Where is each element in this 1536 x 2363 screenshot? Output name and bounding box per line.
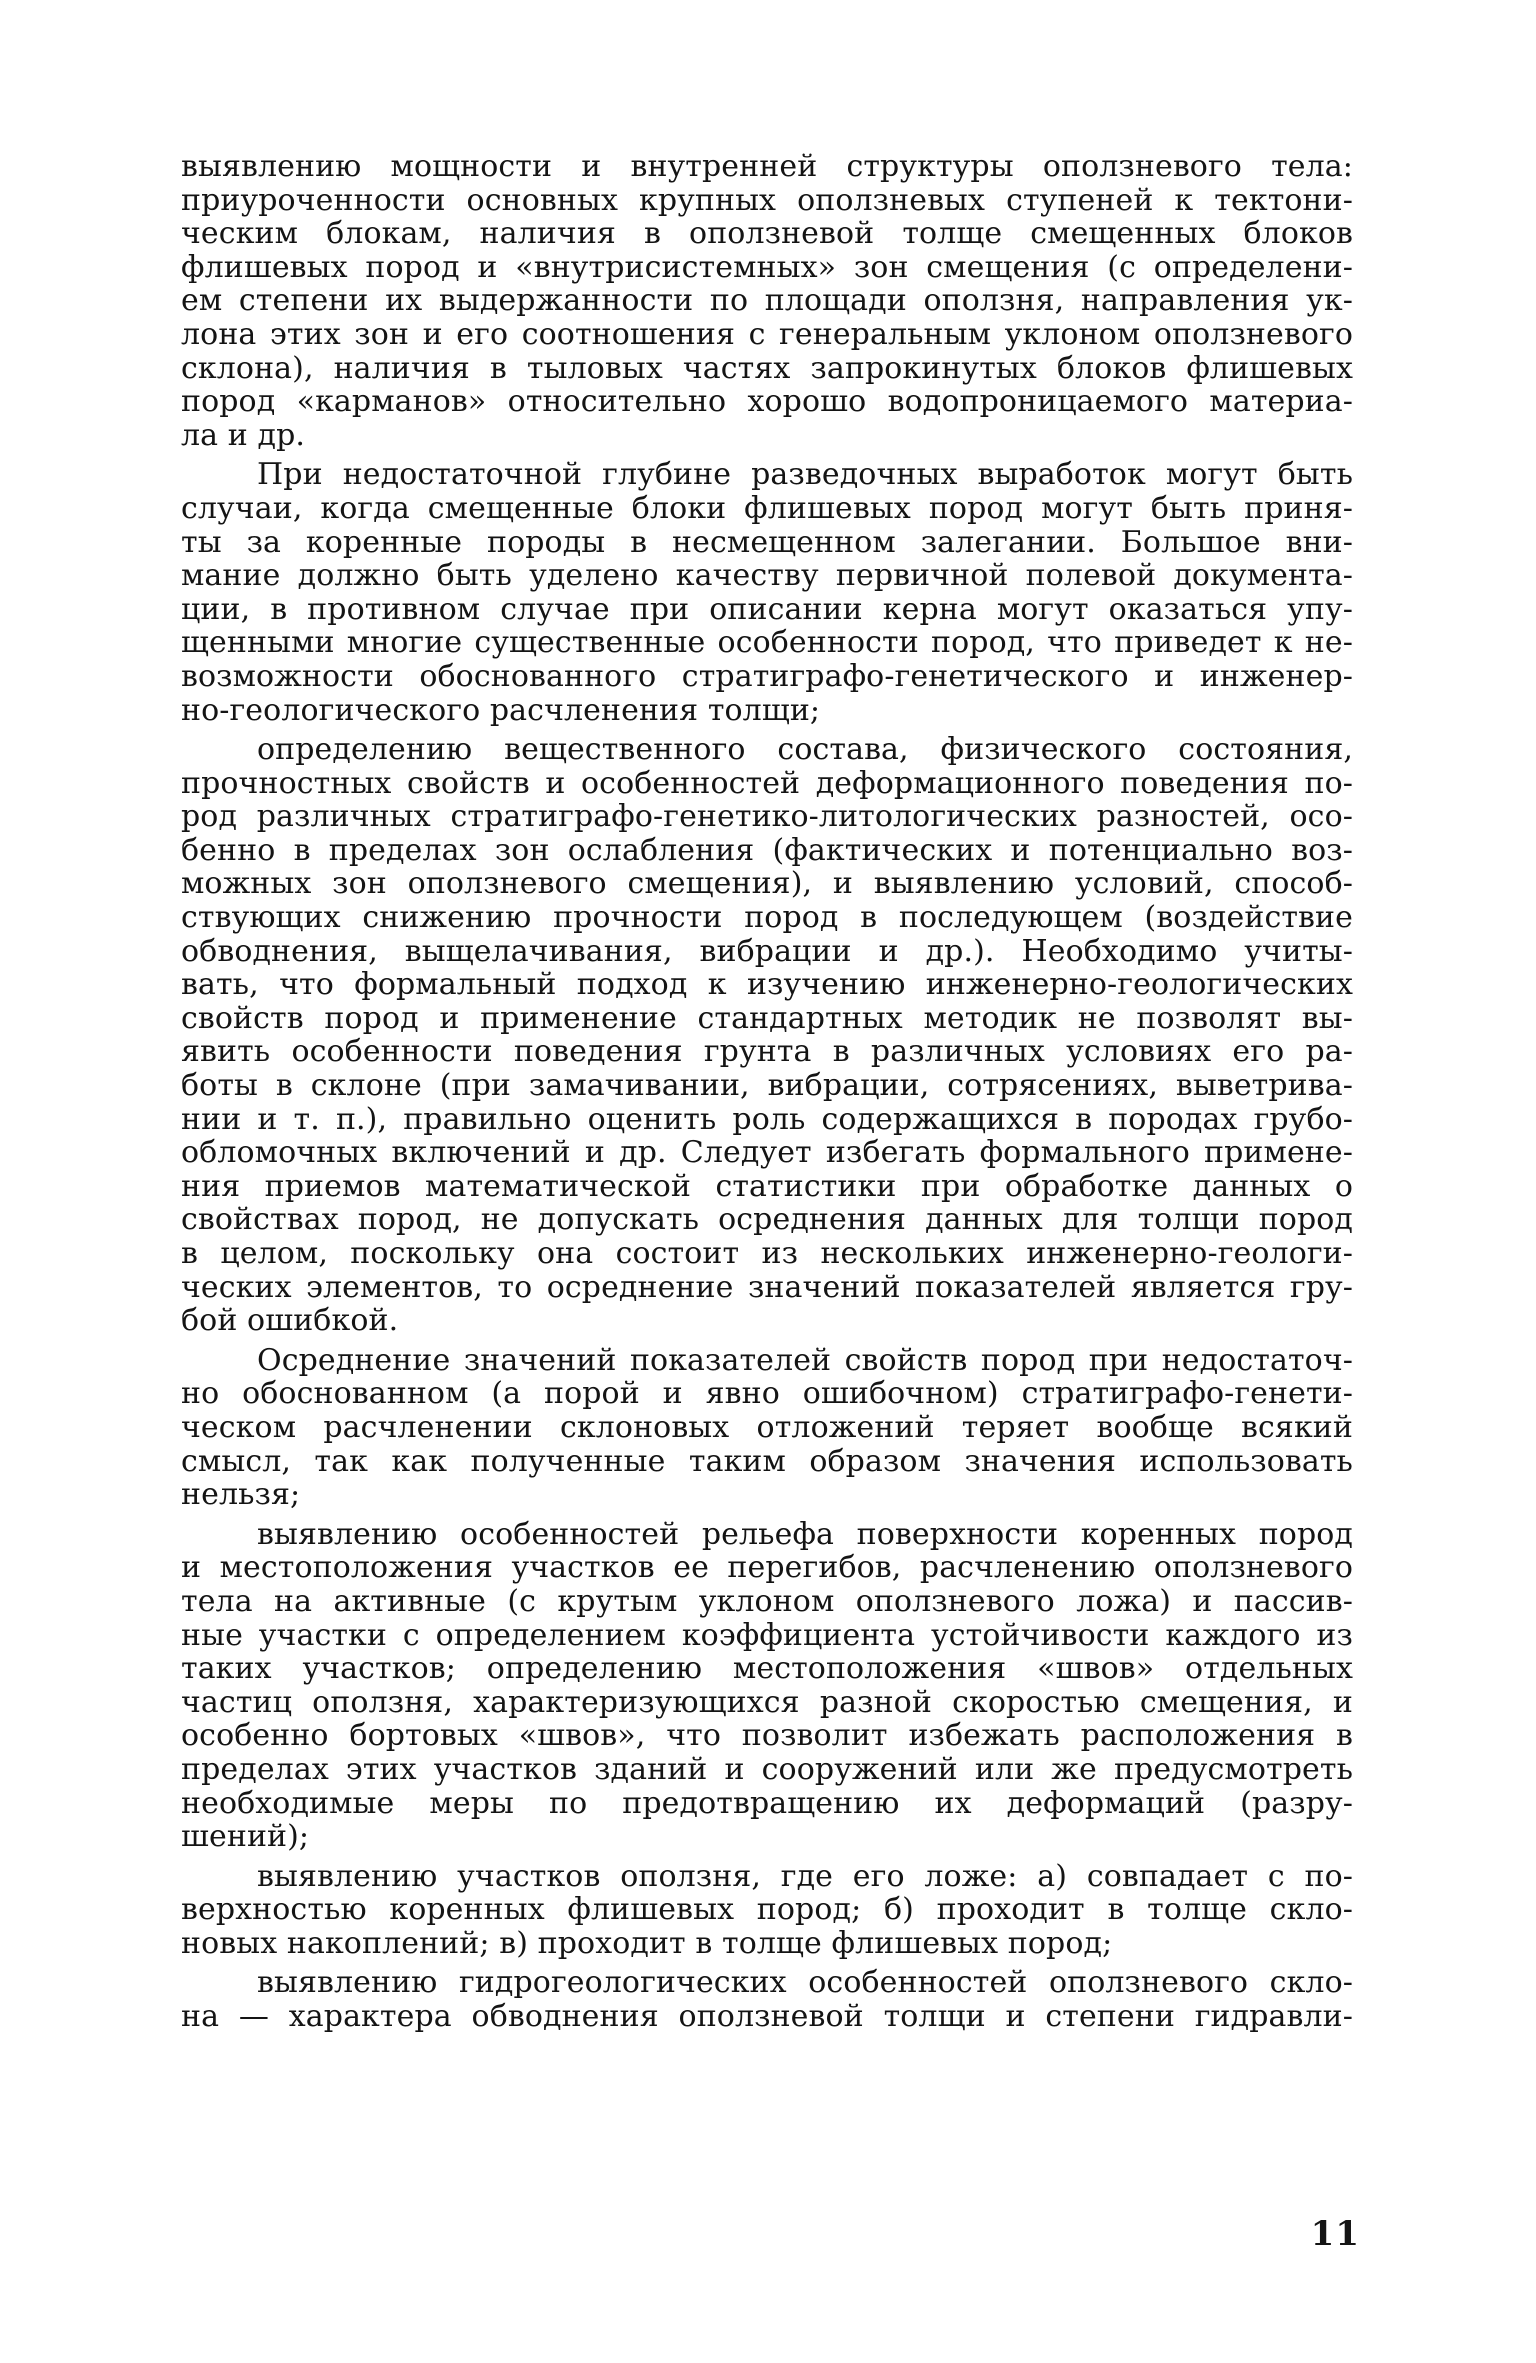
text-line: ты за коренные породы в несмещенном залегании. Большое вни- [181, 524, 1353, 560]
text-line: но-геологического расчленения толщи; [181, 692, 821, 728]
paragraph-1 [181, 150, 1353, 452]
text-line: Осреднение значений показателей свойств пород при недостаточ- [257, 1342, 1353, 1378]
text-line: ния приемов математической статистики при обработке данных о [181, 1168, 1353, 1204]
text-line: свойств пород и применение стандартных методик не позволят вы- [181, 1000, 1353, 1036]
text-line: ствующих снижению прочности пород в последующем (воздействие [181, 900, 1353, 936]
text-line: обломочных включений и др. Следует избегать формального примене- [181, 1135, 1353, 1171]
text-line: род различных стратиграфо-генетико-литологических разностей, осо- [181, 799, 1353, 835]
text-line: пород «карманов» относительно хорошо водопроницаемого материа- [181, 384, 1353, 420]
paragraph-6 [181, 1860, 1353, 1961]
text-line: свойствах пород, не допускать осреднения данных для толщи пород [181, 1202, 1353, 1238]
text-line: частиц оползня, характеризующихся разной скоростью смещения, и [181, 1684, 1353, 1720]
text-line: ческих элементов, то осреднение значений показателей является гру- [181, 1269, 1353, 1305]
text-line: тела на активные (с крутым уклоном оползневого ложа) и пассив- [181, 1583, 1353, 1619]
text-line: флишевых пород и «внутрисистемных» зон смещения (с определени- [181, 249, 1353, 285]
text-line: ем степени их выдержанности по площади оползня, направления ук- [181, 283, 1353, 319]
text-line: лона этих зон и его соотношения с генеральным уклоном оползневого [181, 316, 1353, 352]
text-line: бой ошибкой. [181, 1303, 399, 1339]
text-line: но обоснованном (а порой и явно ошибочном) стратиграфо-генети- [181, 1376, 1353, 1412]
paragraph-4 [181, 1344, 1353, 1512]
text-line: в целом, поскольку она состоит из нескольких инженерно-геологи- [181, 1236, 1353, 1271]
paragraph-2 [181, 458, 1353, 727]
text-line: бенно в пределах зон ослабления (фактических и потенциально воз- [181, 832, 1353, 868]
text-line: щенными многие существенные особенности пород, что приведет к не- [181, 625, 1353, 661]
text-line: смысл, так как полученные таким образом значения использовать [181, 1443, 1353, 1479]
text-line: возможности обоснованного стратиграфо-генетического и инженер- [181, 658, 1353, 694]
text-line: ции, в противном случае при описании керна могут оказаться упу- [181, 591, 1353, 627]
text-line: выявлению особенностей рельефа поверхности коренных пород [257, 1516, 1353, 1552]
text-line: пределах этих участков зданий и сооружений или же предусмотреть [181, 1751, 1353, 1787]
text-line: верхностью коренных флишевых пород; б) проходит в толще скло- [181, 1892, 1353, 1928]
paragraph-7 [181, 1966, 1353, 2033]
text-line: боты в склоне (при замачивании, вибрации, сотрясениях, выветрива- [181, 1068, 1353, 1104]
text-line: вать, что формальный подход к изучению инженерно-геологических [181, 967, 1353, 1003]
text-line: приуроченности основных крупных оползневых ступеней к тектони- [181, 182, 1353, 218]
text-line: ческом расчленении склоновых отложений теряет вообще всякий [181, 1409, 1353, 1445]
text-line: и местоположения участков ее перегибов, расчленению оползневого [181, 1550, 1353, 1586]
text-line: склона), наличия в тыловых частях запрокинутых блоков флишевых [181, 350, 1353, 386]
page-number: 11 [1310, 2214, 1360, 2254]
text-line: прочностных свойств и особенностей деформационного поведения по- [181, 765, 1353, 801]
text-line: можных зон оползневого смещения), и выявлению условий, способ- [181, 866, 1353, 902]
text-line: ческим блокам, наличия в оползневой толще смещенных блоков [181, 216, 1353, 252]
text-line: необходимые меры по предотвращению их деформаций (разру- [181, 1785, 1353, 1821]
text-line: случаи, когда смещенные блоки флишевых пород могут быть приня- [181, 490, 1353, 526]
text-line: определению вещественного состава, физического состояния, [257, 732, 1353, 768]
text-line: выявлению мощности и внутренней структуры оползневого тела: [181, 149, 1353, 184]
text-line: мание должно быть уделено качеству первичной полевой документа- [181, 558, 1353, 594]
text-line: таких участков; определению местоположения «швов» отдельных [181, 1651, 1353, 1687]
text-line: нии и т. п.), правильно оценить роль содержащихся в породах грубо- [181, 1101, 1353, 1137]
text-line: выявлению участков оползня, где его ложе: а) совпадает с по- [257, 1858, 1353, 1894]
text-line: новых накоплений; в) проходит в толще флишевых пород; [181, 1925, 1113, 1961]
text-line: шений); [181, 1819, 310, 1855]
text-line: особенно бортовых «швов», что позволит избежать расположения в [181, 1718, 1353, 1754]
text-line: ные участки с определением коэффициента устойчивости каждого из [181, 1617, 1353, 1653]
page-body [181, 150, 1353, 2040]
text-line: на — характера обводнения оползневой толщи и степени гидравли- [181, 1999, 1353, 2035]
text-line: ла и др. [181, 417, 306, 453]
text-line: явить особенности поведения грунта в различных условиях его ра- [181, 1034, 1353, 1070]
text-line: нельзя; [181, 1477, 301, 1513]
text-line: выявлению гидрогеологических особенностей оползневого скло- [257, 1965, 1353, 2001]
text-line: При недостаточной глубине разведочных выработок могут быть [257, 457, 1353, 493]
text-line: обводнения, выщелачивания, вибрации и др.). Необходимо учиты- [181, 933, 1353, 969]
paragraph-5 [181, 1518, 1353, 1854]
paragraph-3 [181, 733, 1353, 1338]
